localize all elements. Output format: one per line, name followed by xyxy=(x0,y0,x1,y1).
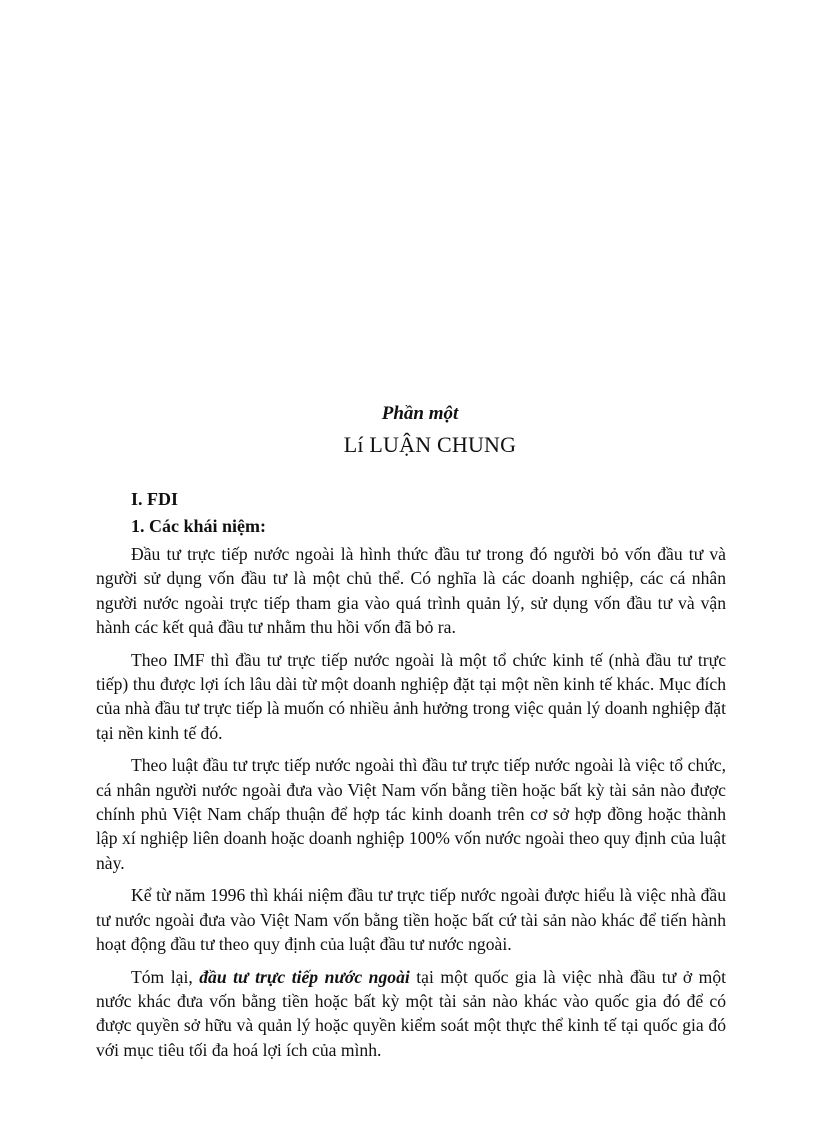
paragraph-summary xyxy=(96,965,726,1063)
paragraph-definition: Đầu tư trực tiếp nước ngoài là hình thức đầu tư trong đó người bỏ vốn đầu tư và người sử dụng vốn đầu tư là một chủ thể. Có nghĩa là các doanh nghiệp, các cá nhân người nước ngoài trực tiếp tham gia vào quá trình quản lý, sử dụng vốn đầu tư và vận hành các kết quả đầu tư nhằm thu hồi vốn đã bỏ ra. xyxy=(96,544,726,638)
summary-rest: tại một quốc gia là việc nhà đầu tư ở một nước khác đưa vốn bằng tiền hoặc bất kỳ một tài sản nào khác vào quốc gia đó để có được quyền sở hữu và quản lý hoặc quyền kiểm soát một thực thể kinh tế tại quốc gia đó với mục tiêu tối đa hoá lợi ích của mình. xyxy=(96,966,727,1060)
summary-lead: Tóm lại, xyxy=(131,966,200,987)
paragraph-law: Theo luật đầu tư trực tiếp nước ngoài thì đầu tư trực tiếp nước ngoài là việc tổ chức, cá nhân người nước ngoài đưa vào Việt Nam vốn bằng tiền hoặc bất kỳ tài sản nào được chính phủ Việt Nam chấp thuận để hợp tác kinh doanh trên cơ sở hợp đồng hoặc thành lập xí nghiệp liên doanh hoặc doanh nghiệp 100% vốn nước ngoài theo quy định của luật này. xyxy=(96,755,726,873)
subsection-heading: 1. Các khái niệm: xyxy=(131,516,266,536)
paragraph-1996: Kể từ năm 1996 thì khái niệm đầu tư trực tiếp nước ngoài được hiểu là việc nhà đầu tư nước ngoài đưa vào Việt Nam vốn bằng tiền hoặc bất cứ tài sản nào khác để tiến hành hoạt động đầu tư theo quy định của luật đầu tư nước ngoài. xyxy=(96,885,726,955)
body-text xyxy=(96,542,726,1070)
section-heading: I. FDI xyxy=(131,489,179,509)
chapter-title: Lí LUẬN CHUNG xyxy=(343,432,517,457)
summary-emphasis: đầu tư trực tiếp nước ngoài xyxy=(199,966,410,987)
paragraph-imf: Theo IMF thì đầu tư trực tiếp nước ngoài là một tổ chức kinh tế (nhà đầu tư trực tiếp) thu được lợi ích lâu dài từ một doanh nghiệp đặt tại một nền kinh tế khác. Mục đích của nhà đầu tư trực tiếp là muốn có nhiều ảnh hưởng trong việc quản lý doanh nghiệp đặt tại nền kinh tế đó. xyxy=(96,649,726,743)
part-title: Phần một xyxy=(381,403,459,424)
